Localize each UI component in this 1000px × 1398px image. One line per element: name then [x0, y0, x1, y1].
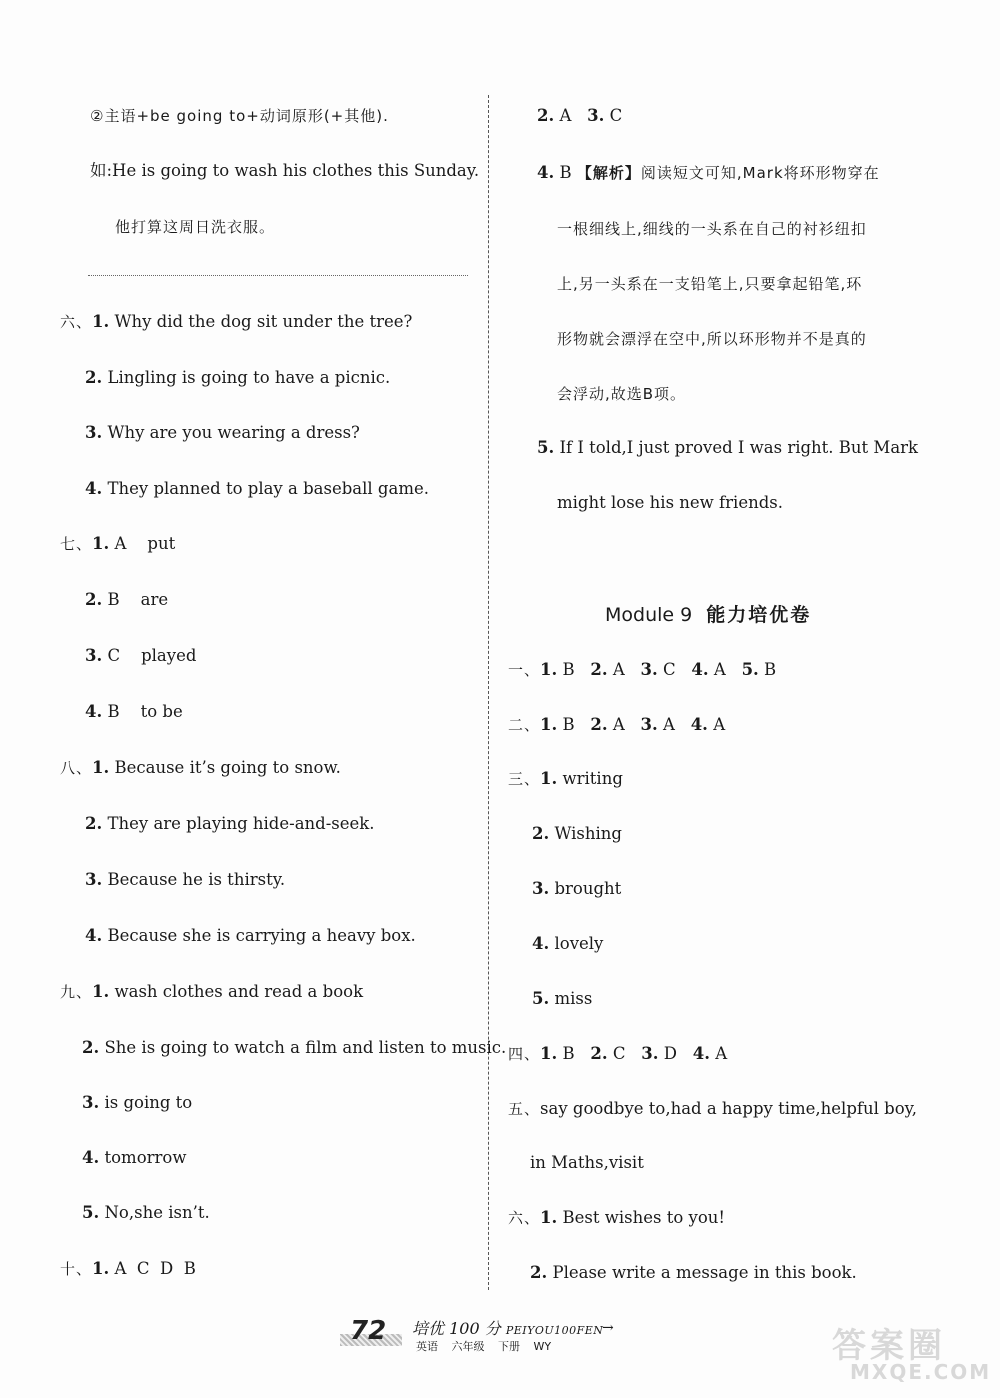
answer-text: A C D B: [114, 1259, 196, 1278]
answer-line: [537, 105, 622, 127]
item-number: 2.: [85, 590, 103, 609]
answer-letter: B: [107, 702, 120, 721]
item-number: 3.: [640, 715, 658, 734]
answer-word: played: [141, 646, 197, 665]
answer-text: No,she isn’t.: [104, 1203, 210, 1222]
analysis-tag: 【解析】: [576, 164, 641, 182]
analysis-text: 会浮动,故选B项。: [557, 385, 687, 403]
answer-word: put: [147, 534, 176, 553]
answer-text: say goodbye to,had a happy time,helpful boy,: [540, 1099, 918, 1118]
answer-text: might lose his new friends.: [557, 493, 783, 512]
book-info: [416, 1338, 551, 1354]
answer-line: [85, 925, 416, 947]
answer-text: Because she is carrying a heavy box.: [107, 926, 416, 945]
answer-letter: B: [562, 1044, 575, 1063]
module-title: Module 9: [605, 604, 693, 626]
brand-name: 培优 100 分: [412, 1319, 501, 1338]
answer-text: in Maths,visit: [530, 1153, 644, 1172]
section-label: 四、: [508, 1045, 541, 1063]
answer-line: [60, 1258, 196, 1280]
item-number: 3.: [640, 660, 658, 679]
note-separator: [88, 275, 468, 276]
answer-line: [532, 823, 622, 845]
item-number: 5.: [532, 989, 550, 1008]
item-number: 4.: [537, 163, 555, 182]
answer-text: Please write a message in this book.: [552, 1263, 857, 1282]
answer-text: Because it’s going to snow.: [114, 758, 341, 777]
analysis-text: 形物就会漂浮在空中,所以环形物并不是真的: [557, 330, 867, 348]
page-number: 72: [350, 1316, 387, 1346]
section-label: 十、: [60, 1260, 93, 1278]
answer-line: [82, 1202, 210, 1224]
item-number: 4.: [691, 660, 709, 679]
section-label: 三、: [508, 770, 541, 788]
item-number: 4.: [85, 702, 103, 721]
item-number: 2.: [590, 1044, 608, 1063]
item-number: 3.: [532, 879, 550, 898]
column-divider: [488, 95, 489, 1290]
answer-line: [508, 659, 776, 681]
answer-line: [537, 162, 880, 184]
item-number: 5.: [537, 438, 555, 457]
answer-letter: C: [609, 106, 623, 125]
note-translation: 他打算这周日洗衣服。: [115, 218, 276, 236]
answer-line: [532, 933, 603, 955]
watermark-text: 答案圈: [832, 1326, 946, 1366]
item-number: 3.: [85, 423, 103, 442]
item-number: 3.: [85, 646, 103, 665]
answer-letter: C: [107, 646, 121, 665]
answer-letter: A: [612, 660, 625, 679]
item-number: 1.: [92, 534, 110, 553]
item-number: 1.: [92, 1259, 110, 1278]
answer-line: [85, 813, 375, 835]
item-number: 1.: [540, 1044, 558, 1063]
item-number: 2.: [537, 106, 555, 125]
answer-line: [60, 757, 341, 779]
section-label: 九、: [60, 983, 93, 1001]
answer-line: [85, 478, 429, 500]
answer-text: They are playing hide-and-seek.: [107, 814, 375, 833]
arrow-icon: →: [602, 1320, 614, 1336]
answer-text: Lingling is going to have a picnic.: [107, 368, 391, 387]
answer-line: [508, 1207, 725, 1229]
subject: 英语: [416, 1340, 438, 1353]
grade: 六年级: [451, 1340, 485, 1353]
answer-line: [532, 988, 592, 1010]
item-number: 2.: [590, 715, 608, 734]
section-label: 七、: [60, 535, 93, 553]
answer-letter: B: [764, 660, 777, 679]
item-number: 4.: [690, 715, 708, 734]
item-number: 1.: [540, 769, 558, 788]
answer-line: [60, 311, 412, 333]
answer-text: miss: [554, 989, 593, 1008]
item-number: 3.: [82, 1093, 100, 1112]
answer-text: tomorrow: [104, 1148, 187, 1167]
answer-line: [85, 422, 360, 444]
analysis-text: 上,另一头系在一支铅笔上,只要拿起铅笔,环: [557, 275, 863, 293]
answer-letter: A: [715, 1044, 728, 1063]
item-number: 4.: [85, 926, 103, 945]
answer-text: brought: [554, 879, 622, 898]
note-formula: ②主语+be going to+动词原形(+其他).: [90, 107, 389, 125]
brand-logo: [412, 1316, 603, 1339]
answer-line: [60, 981, 363, 1003]
answer-letter: A: [663, 715, 675, 734]
section-label: 六、: [508, 1209, 541, 1227]
item-number: 1.: [92, 982, 110, 1001]
section-label: 二、: [508, 716, 541, 734]
item-number: 3.: [85, 870, 103, 889]
item-number: 5.: [741, 660, 759, 679]
answer-text: They planned to play a baseball game.: [107, 479, 429, 498]
answer-text: She is going to watch a film and listen to music.: [104, 1038, 507, 1057]
answer-line: [85, 701, 183, 723]
section-label: 一、: [508, 661, 541, 679]
item-number: 4.: [532, 934, 550, 953]
answer-line: [85, 589, 168, 611]
answer-text: is going to: [104, 1093, 193, 1112]
answer-line: [508, 768, 623, 790]
answer-text: Because he is thirsty.: [107, 870, 286, 889]
answer-line: [508, 1043, 727, 1065]
answer-letter: A: [559, 106, 572, 125]
answer-line: [85, 367, 390, 389]
item-number: 5.: [82, 1203, 100, 1222]
answer-letter: A: [114, 534, 127, 553]
answer-line: [537, 437, 918, 459]
term: 下册: [498, 1340, 520, 1353]
answer-text: wash clothes and read a book: [114, 982, 364, 1001]
note-example: 如:He is going to wash his clothes this Sunday.: [90, 161, 480, 180]
answer-letter: B: [562, 660, 575, 679]
item-number: 3.: [587, 106, 605, 125]
item-number: 1.: [92, 312, 110, 331]
answer-letter: B: [107, 590, 120, 609]
item-number: 3.: [641, 1044, 659, 1063]
edition: WY: [533, 1340, 552, 1353]
answer-letter: C: [663, 660, 676, 679]
answer-text: lovely: [554, 934, 604, 953]
answer-line: [532, 878, 621, 900]
answer-letter: D: [663, 1044, 677, 1063]
item-number: 1.: [540, 660, 558, 679]
answer-text: writing: [562, 769, 623, 788]
answer-line: [82, 1037, 506, 1059]
item-number: 1.: [92, 758, 110, 777]
answer-line: [85, 869, 285, 891]
answer-text: Wishing: [554, 824, 622, 843]
answer-text: Best wishes to you!: [562, 1208, 726, 1227]
item-number: 4.: [82, 1148, 100, 1167]
watermark-logo: [832, 1318, 992, 1386]
answer-line: [508, 1098, 917, 1120]
answer-line: [530, 1262, 857, 1284]
item-number: 2.: [532, 824, 550, 843]
answer-line: [82, 1092, 192, 1114]
item-number: 2.: [85, 368, 103, 387]
page-footer: [340, 1312, 640, 1362]
item-number: 2.: [590, 660, 608, 679]
item-number: 4.: [85, 479, 103, 498]
module-heading: [605, 600, 811, 627]
section-label: 八、: [60, 759, 93, 777]
item-number: 4.: [692, 1044, 710, 1063]
answer-text: Why are you wearing a dress?: [107, 423, 360, 442]
section-label: 六、: [60, 313, 93, 331]
answer-line: [82, 1147, 186, 1169]
answer-line: [60, 533, 175, 555]
answer-text: Why did the dog sit under the tree?: [114, 312, 413, 331]
item-number: 2.: [85, 814, 103, 833]
answer-letter: A: [713, 660, 726, 679]
answer-letter: B: [562, 715, 575, 734]
answer-letter: C: [612, 1044, 626, 1063]
brand-pinyin: PEIYOU100FEN: [505, 1324, 604, 1337]
item-number: 1.: [540, 1208, 558, 1227]
item-number: 2.: [530, 1263, 548, 1282]
answer-letter: A: [612, 715, 625, 734]
item-number: 2.: [82, 1038, 100, 1057]
analysis-text: 阅读短文可知,Mark将环形物穿在: [640, 164, 880, 182]
answer-word: to be: [140, 702, 183, 721]
section-label: 五、: [508, 1100, 541, 1118]
watermark-url: MXQE.COM: [850, 1360, 992, 1384]
analysis-text: 一根细线上,细线的一头系在自己的衬衫纽扣: [557, 220, 867, 238]
answer-text: If I told,I just proved I was right. But Mark: [559, 438, 919, 457]
answer-line: [85, 645, 196, 667]
answer-word: are: [140, 590, 169, 609]
answer-letter: A: [713, 715, 726, 734]
module-subtitle: 能力培优卷: [706, 604, 812, 626]
answer-letter: B: [559, 163, 572, 182]
answer-line: [508, 714, 725, 736]
item-number: 1.: [540, 715, 558, 734]
